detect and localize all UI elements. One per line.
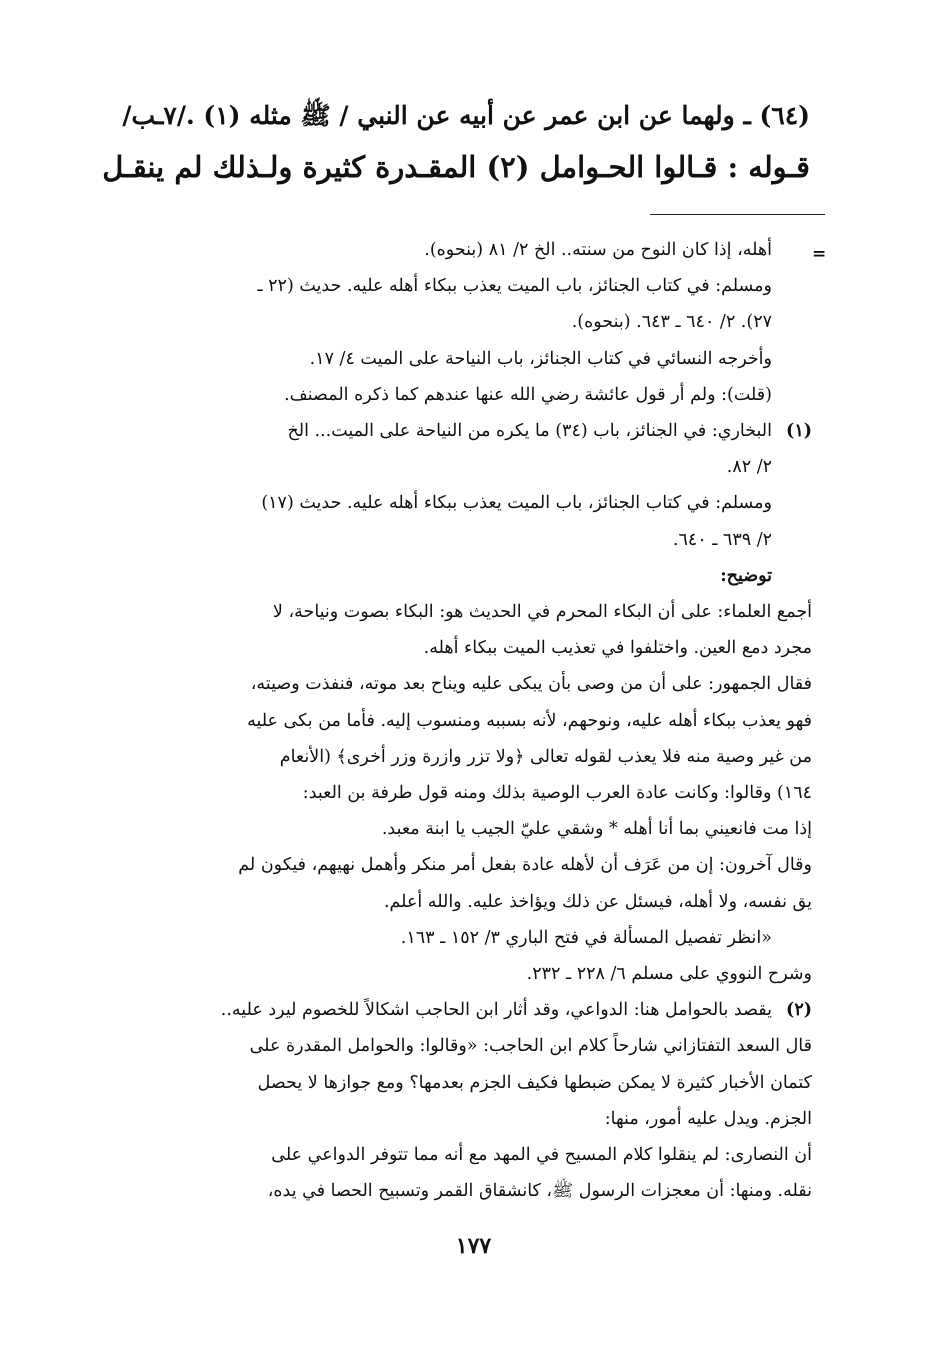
footnote-line: ٢/ ٦٣٩ ـ ٦٤٠. [672, 529, 772, 550]
footnote-line: قال السعد التفتازاني شارحاً كلام ابن الحاجب: «وقالوا: والحوامل المقدرة على [249, 1036, 812, 1057]
footnote-line: ١٦٤) وقالوا: وكانت عادة العرب الوصية بذلك ومنه قول طرفة بن العبد: [302, 783, 812, 804]
footnote-line: فهو يعذب ببكاء أهله عليه، ونوحهم، لأنه بسببه ومنسوب إليه. فأما من بكى عليه [247, 710, 812, 731]
footnote-marker: (١) [786, 421, 812, 442]
page-number: ١٧٧ [455, 1233, 492, 1259]
footnote-line: فقال الجمهور: على أن من وصى بأن يبكى عليه ويناح بعد موته، فنفذت وصيته، [250, 674, 812, 695]
footnote-line: «انظر تفصيل المسألة في فتح الباري ٣/ ١٥٢ ـ ١٦٣. [400, 927, 772, 948]
footnote-line: أن النصارى: لم ينقلوا كلام المسيح في المهد مع أنه مما تتوفر الدواعي على [271, 1145, 812, 1166]
footnote-line: إذا مت فانعيني بما أنا أهله * وشقي عليّ الجيب يا ابنة معبد. [381, 819, 812, 840]
footnote-line: (قلت): ولم أر قول عائشة رضي الله عنها عندهم كما ذكره المصنف. [284, 384, 772, 405]
footnote-line: من غير وصية منه فلا يعذب لقوله تعالى ﴿ولا تزر وازرة وزر أخرى﴾ (الأنعام [279, 746, 812, 767]
hadith-line: (٦٤) ـ ولهما عن ابن عمر عن أبيه عن النبي / ﷺ مثله (١) ./٧ـب/ [122, 101, 810, 130]
footnote-line: ومسلم: في كتاب الجنائز، باب الميت يعذب ببكاء أهله عليه. حديث (١٧) [261, 493, 772, 514]
footnote-line: كتمان الأخبار كثيرة لا يمكن ضبطها فكيف الجزم بعدمها؟ ومع جوازها لا يحصل [257, 1072, 812, 1093]
footnote-line: ومسلم: في كتاب الجنائز، باب الميت يعذب ببكاء أهله عليه. حديث (٢٢ ـ [257, 276, 772, 297]
footnote-marker: (٢) [786, 1000, 812, 1021]
footnote-line: ٢٧). ٢/ ٦٤٠ ـ ٦٤٣. (بنحوه). [571, 312, 772, 333]
footnote-line: وأخرجه النسائي في كتاب الجنائز، باب النياحة على الميت ٤/ ١٧. [309, 348, 772, 369]
footnote-line: نقله. ومنها: أن معجزات الرسول ﷺ، كانشقاق القمر وتسبيح الحصا في يده، [267, 1181, 812, 1202]
footnote-line: يق نفسه، ولا أهله، فيسئل عن ذلك ويؤاخذ عليه. والله أعلم. [383, 891, 812, 912]
footnote-line: يقصد بالحوامل هنا: الدواعي، وقد أثار ابن الحاجب اشكالاً للخصوم ليرد عليه.. [220, 1000, 772, 1021]
footnote-separator [650, 214, 825, 215]
footnote-line: وشرح النووي على مسلم ٦/ ٢٢٨ ـ ٢٣٢. [526, 964, 812, 985]
commentary-heading: قـوله : قـالوا الحـوامل (٢) المقـدرة كثيرة ولـذلك لم ينقـل [102, 150, 810, 184]
continuation-mark: = [812, 244, 827, 264]
footnote-line: أجمع العلماء: على أن البكاء المحرم في الحديث هو: البكاء بصوت ونياحة، لا [272, 602, 812, 623]
footnotes [130, 232, 812, 1209]
footnote-line: الجزم. ويدل عليه أمور، منها: [604, 1108, 812, 1129]
footnote-line: البخاري: في الجنائز، باب (٣٤) ما يكره من النياحة على الميت... الخ [287, 421, 772, 442]
footnote-line: ٢/ ٨٢. [726, 457, 772, 478]
footnote-line: مجرد دمع العين. واختلفوا في تعذيب الميت ببكاء أهله. [423, 638, 812, 659]
footnote-line: أهله، إذا كان النوح من سنته.. الخ ٢/ ٨١ (بنحوه). [424, 240, 772, 260]
section-heading: توضيح: [720, 565, 772, 586]
footnote-line: وقال آخرون: إن من عَرَف أن لأهله عادة بفعل أمر منكر وأهمل نهيهم، فيكون لم [238, 855, 812, 876]
